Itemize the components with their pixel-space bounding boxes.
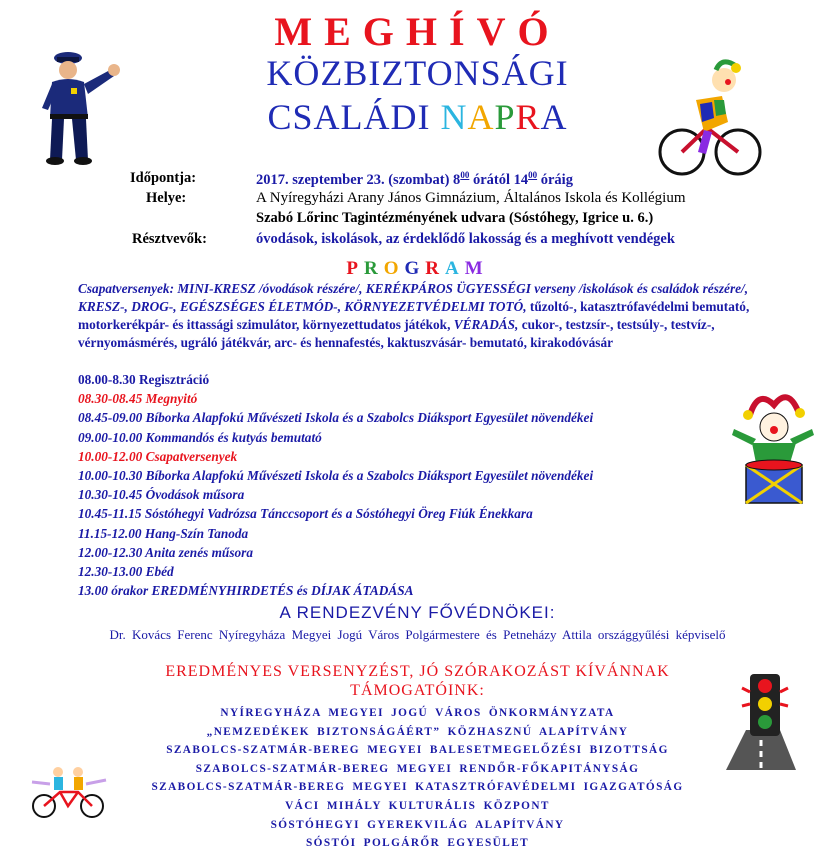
sponsor-item: SÓSTÓHEGYI GYEREKVILÁG ALAPÍTVÁNY [270, 818, 565, 831]
program-letter: R [363, 258, 384, 279]
sponsor-item: „NEMZEDÉKEK BIZTONSÁGÁÉRT” KÖZHASZNÚ ALAPÍTVÁNY [206, 725, 629, 738]
title-csaladi-napra [0, 96, 835, 138]
date-value: 2017. szeptember 23. (szombat) $8^{00}$ órától $14^{00}$ óráig [256, 170, 573, 188]
schedule-item: 11.15-12.00 Hang-Szín Tanoda [78, 525, 249, 541]
title-letter: Í [449, 9, 477, 54]
title-letter: G [362, 9, 406, 54]
title-letter: M [274, 9, 325, 54]
sponsor-item: SÓSTÓI POLGÁRŐR EGYESÜLET [305, 837, 530, 850]
sponsor-item: VÁCI MIHÁLY KULTURÁLIS KÖZPONT [285, 800, 550, 812]
schedule-item: 09.00-10.00 Kommandós és kutyás bemutató [78, 429, 322, 445]
schedule-item: 10.30-10.45 Óvodások műsora [78, 487, 245, 503]
program-letter: R [425, 258, 445, 279]
program-letter: P [346, 258, 364, 279]
patrons-title: A RENDEZVÉNY FŐVÉDNÖKEI: [279, 603, 556, 622]
title-letter: Ó [517, 9, 561, 54]
participants-value: óvodások, iskolások, az érdeklődő lakosság és a meghívott vendégek [256, 231, 675, 247]
program-letter: M [464, 258, 489, 279]
schedule-item: 10.00-12.00 Csapatversenyek [78, 448, 238, 464]
patrons-text: Dr. Kovács Ferenc Nyíregyháza Megyei Jogú Város Polgármestere és Petneházy Attila országgyűlési képviselő [109, 627, 726, 642]
place-line-1: A Nyíregyházi Arany János Gimnázium, Általános Iskola és Kollégium [256, 190, 686, 206]
title-part: N [440, 97, 468, 137]
participants-label: Résztvevők: [132, 231, 207, 247]
program-letter: G [404, 258, 426, 279]
title-letter: H [405, 9, 450, 54]
title-part: A [467, 97, 495, 137]
schedule-item: 08.45-09.00 Bíborka Alapfokú Művészeti Iskola és a Szabolcs Diáksport Egyesület növendékei [78, 410, 594, 426]
schedule-item: 08.00-8.30 Regisztráció [78, 372, 210, 387]
wish-line-1: EREDMÉNYES VERSENYZÉST, JÓ SZÓRAKOZÁST KÍVÁNNAK [165, 663, 670, 680]
place-label: Helye: [146, 190, 187, 206]
title-kozbiztonsagi: KÖZBIZTONSÁGI [266, 53, 569, 93]
program-intro: Csapatversenyek: MINI-KRESZ /óvodások részére/, KERÉKPÁROS ÜGYESSÉGI verseny /iskolások és családok részére/, KRESZ-, DROG-, EGÉSZSÉGES ÉLETMÓD-, KÖRNYEZETVÉDELMI TOTÓ, tűzoltó-, katasztrófavédelmi bemutató, motorkerékpár- és ittassági szimulátor, környezettudatos játékok, VÉRADÁS, cukor-, testzsír-, testsúly-, testvíz-, vérnyomásmérés, ugráló játékvár, arc- és hennafestés, kaktuszvásár- bemutató, kirakodóvásár [78, 281, 750, 350]
schedule-item: 13.00 órakor EREDMÉNYHIRDETÉS és DÍJAK ÁTADÁSA [78, 583, 414, 599]
title-letter: E [324, 9, 363, 54]
schedule-item: 12.00-12.30 Anita zenés műsora [78, 544, 253, 560]
title-part: CSALÁDI [267, 97, 441, 137]
sponsor-item: NYÍREGYHÁZA MEGYEI JOGÚ VÁROS ÖNKORMÁNYZATA [220, 707, 615, 719]
program-letter: A [444, 258, 465, 279]
sponsor-item: SZABOLCS-SZATMÁR-BEREG MEGYEI KATASZTRÓFAVÉDELMI IGAZGATÓSÁG [151, 781, 684, 794]
sponsor-item: SZABOLCS-SZATMÁR-BEREG MEGYEI BALESETMEGELŐZÉSI BIZOTTSÁG [166, 744, 669, 757]
wish-line-2: TÁMOGATÓINK: [350, 682, 485, 699]
schedule-item: 08.30-08.45 Megnyitó [78, 391, 198, 407]
title-meghivo [0, 8, 835, 55]
title-part: R [515, 97, 541, 137]
date-label: Időpontja: [130, 170, 197, 186]
schedule-item: 12.30-13.00 Ebéd [78, 564, 174, 579]
title-part: A [540, 97, 568, 137]
wish-text [0, 662, 835, 700]
program-letter: O [383, 258, 405, 279]
schedule-item: 10.45-11.15 Sóstóhegyi Vadrózsa Tánccsoport és a Sóstóhegyi Öreg Fiúk Énekkara [78, 506, 533, 522]
program-heading [0, 258, 835, 280]
sponsor-item: SZABOLCS-SZATMÁR-BEREG MEGYEI RENDŐR-FŐKAPITÁNYSÁG [195, 762, 640, 775]
place-line-2: Szabó Lőrinc Tagintézményének udvara (Sóstóhegy, Igrice u. 6.) [256, 210, 654, 226]
title-part: P [494, 97, 516, 137]
schedule-item: 10.00-10.30 Bíborka Alapfokú Művészeti Iskola és a Szabolcs Diáksport Egyesület növendékei [78, 468, 594, 483]
title-letter: V [476, 9, 518, 54]
jester-illustration [728, 385, 818, 510]
